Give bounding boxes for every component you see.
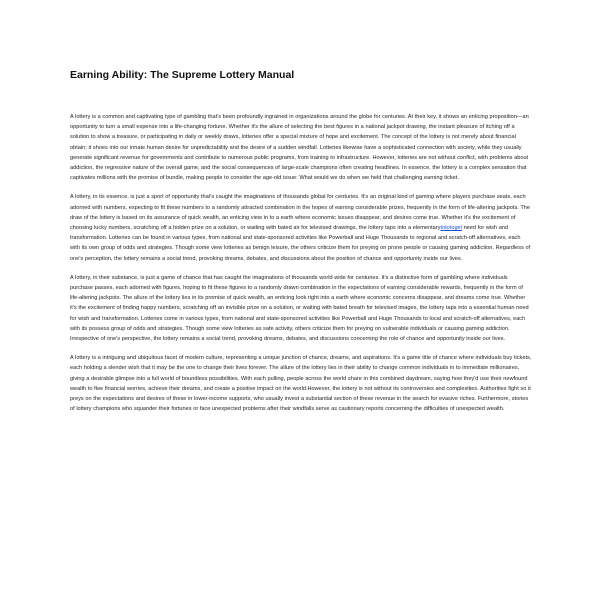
paragraph-2: [70, 192, 532, 263]
article-title: Earning Ability: The Supreme Lottery Manual: [70, 69, 295, 81]
paragraph-4: A lottery is a intriguing and ubiquitous facet of modern culture, representing a unique junction of chance, dreams, and aspirations. It's a game title of chance where individuals buy tickets, each holding a slender wish that it may be the one to change their lives forever. The allure of the lottery lies in their ability to change common individuals in to immediate millionaires, giving a desirable glimpse into a full world of boundless possibilities. With each pulling, people across the world share in this combined daydream, saying how they'd use their newfound wealth to flee financial worries, achieve their dreams, and create a positive impact on the world.However, the lottery is not without its controversies and complexities. Authorities fight so it preys on the expectations and desires of these in lower-income supports, who usually invest a substantial section of these revenue in the search for evasive riches. Furthermore, stories of lottery champions who squander their fortunes or face unexpected problems after their windfalls serve as cautionary reports concerning the difficulties of unexpected wealth.: [70, 355, 532, 413]
paragraph-2-after-link: need for wish and transformation. Lotteries can be found in various types, from national and state-sponsored activities like Powerball and Huge Thousands to regional and scratch-off alternatives, each with its own group of odds and strategies. Though some view lotteries as benign leisure, the others criticize them for preying on prone people or causing gaming addiction. Regardless of one's perception, the lottery remains a social trend, provoking dreams, debates, and discussions about the position of chance and opportunity inside our lives.: [70, 225, 531, 262]
paragraph-2-before-link: A lottery, in its essence, is just a sport of opportunity that's caught the imaginations of thousands global for centuries. It's an original kind of gaming where players purchase seats, each adorned with numbers, expecting to fit these numbers to a randomly attracted combination in the hopes of earning considerable prizes, frequently in the form of life-altering jackpots. The draw of the lottery is based on its assurance of quick wealth, an enticing view in to a earth where economic issues disappear, and desires come true. Whether it's the excitement of choosing lucky numbers, scratching off a hidden prize on a solution, or waiting with bated air for televised drawings, the lottery taps into a elementary: [70, 194, 530, 232]
article: [70, 68, 532, 423]
tototogel-link[interactable]: tototogel: [440, 225, 462, 232]
paragraph-1: A lottery is a common and captivating type of gambling that's been profoundly ingrained in organizations around the globe for centuries. At their key, it shows an enticing proposition—an opportunity to turn a small expense into a life-changing fortune. Whether it's the allure of selecting the best figures in a national jackpot drawing, the instant pleasure of itching off a solution to show a treasure, or participating in daily or weekly draws, lotteries offer a special mixture of hope and excitement. The concept of the lottery is not merely about financial obtain; it shoes into our innate human desire for unpredictability and the desire of a sudden windfall. Lotteries likewise have a sophisticated connection with society, while they usually generate significant revenue for governments and contribute to numerous public programs, from training to infrastructure. However, lotteries are not without conflict, with problems about addiction, the regressive nature of the overall game, and the social consequences of large-scale champions often creating headlines. In essence, the lottery is a complex sensation that captivates millions with the promise of bundle, making people to consider the age-old issue: What would we do when we held that challenging earning ticket.: [70, 114, 529, 182]
paragraph-3: A lottery, in their substance, is just a game of chance that has caught the imaginations of thousands world wide for centuries. It's a distinctive form of gambling where individuals purchase passes, each adorned with figures, hoping to fit these figures to a randomly drawn combination in the expectations of earning considerable rewards, frequently in the form of life-altering jackpots. The allure of the lottery lies in its promise of quick wealth, an enticing look right into a earth where economic concerns disappear, and dreams come true. Whether it's the excitement of finding happy numbers, scratching off an invisible prize on a solution, or waiting with bated breath for televised images, the lottery taps into a essential human need for wish and transformation. Lotteries come in various types, from national and state-sponsored activities like Powerball and Huge Thousands to local and scratch-off alternatives, each with its possess group of odds and strategies. Though some view lotteries as safe activity, others criticize them for preying on vulnerable individuals or causing gaming addiction. Irrespective of one's perspective, the lottery remains a social trend, provoking dreams, debates, and discussions concerning the role of chance and opportunity inside our lives.: [70, 274, 529, 343]
